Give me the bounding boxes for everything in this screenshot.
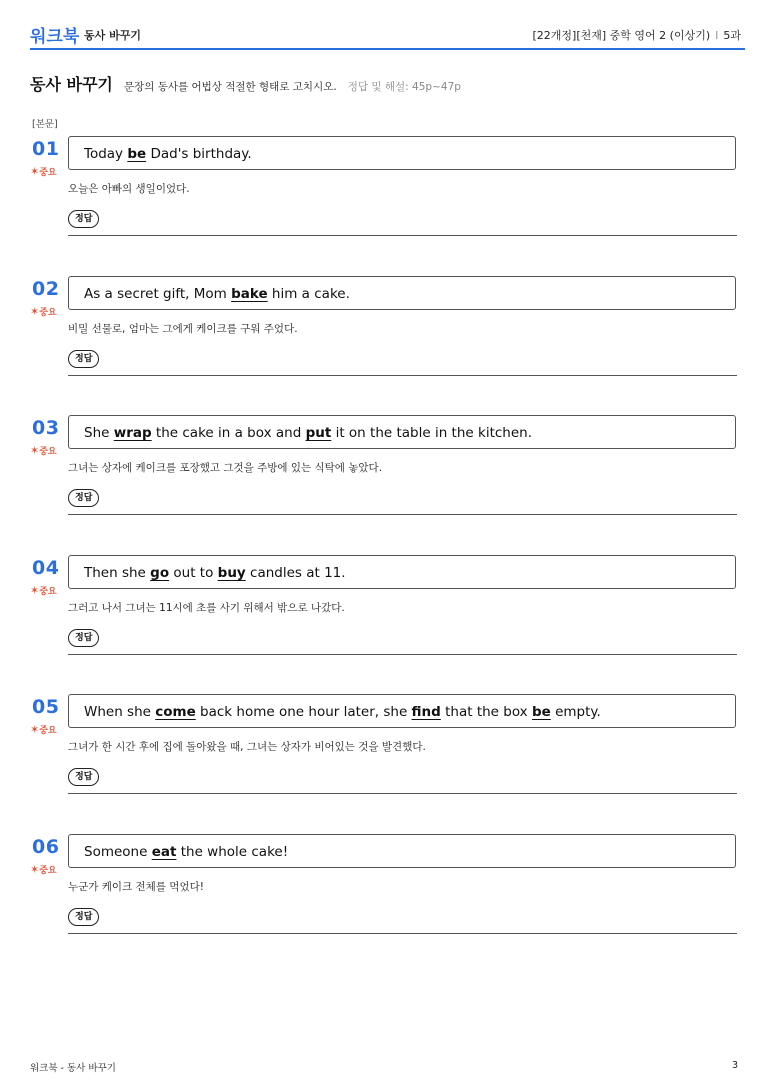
important-badge (30, 863, 57, 876)
important-label: 중요 (39, 726, 57, 736)
sentence-box (68, 276, 736, 310)
question-number: 02 (32, 277, 60, 300)
sentence-text: empty. (550, 704, 601, 720)
footer-title: 워크북 - 동사 바꾸기 (30, 1063, 116, 1074)
target-verb: bake (231, 285, 268, 302)
question-number: 01 (32, 138, 60, 160)
starburst-icon: ✶ (30, 304, 40, 318)
important-badge (30, 165, 57, 178)
page-header (30, 20, 745, 50)
important-badge (30, 584, 57, 597)
important-badge (30, 305, 57, 318)
sentence-text: that the box (440, 704, 532, 720)
important-label: 중요 (39, 307, 57, 318)
target-verb: eat (151, 843, 177, 860)
answer-line[interactable] (68, 235, 737, 236)
answer-line[interactable] (68, 933, 737, 934)
starburst-icon: ✶ (30, 165, 40, 178)
target-verb: put (305, 425, 332, 441)
page-title: 동사 바꾸기 (30, 75, 113, 94)
translation-text: 그러고 나서 그녀는 11시에 초를 사기 위해서 밖으로 나갔다. (68, 601, 345, 614)
question-number: 05 (32, 696, 60, 718)
answer-badge: 정답 (68, 629, 99, 647)
sentence-box (68, 694, 736, 728)
question-item (30, 415, 745, 525)
sentence-text: him a cake. (267, 285, 350, 302)
course-info (533, 27, 742, 43)
important-label: 중요 (39, 865, 57, 876)
sentence-box (68, 555, 736, 589)
answer-badge: 정답 (68, 350, 99, 368)
answer-line[interactable] (68, 375, 737, 376)
course-name: [22개정][천재] 중학 영어 2 (이상기) (532, 29, 711, 42)
instruction-text: 문장의 동사를 어법상 적절한 형태로 고치시오. (123, 81, 337, 93)
header-subtitle: 동사 바꾸기 (84, 29, 141, 42)
sentence-box (68, 415, 736, 449)
sentence-text: Today (84, 146, 128, 162)
question-item (30, 555, 745, 665)
starburst-icon: ✶ (30, 723, 40, 736)
question-item (30, 694, 745, 804)
sentence-text: As a secret gift, Mom (84, 285, 232, 302)
sentence-text: out to (169, 564, 218, 581)
answer-badge: 정답 (68, 908, 99, 926)
section-label: [본문] (32, 119, 58, 130)
question-item (30, 136, 745, 246)
sentence-text: Then she (84, 564, 151, 581)
target-verb: go (150, 564, 170, 581)
translation-text: 비밀 선물로, 엄마는 그에게 케이크를 구워 주었다. (68, 322, 298, 335)
answer-line[interactable] (68, 793, 737, 794)
target-verb: wrap (113, 425, 152, 441)
sentence-text: the cake in a box and (151, 425, 306, 441)
answer-line[interactable] (68, 514, 737, 515)
starburst-icon: ✶ (30, 444, 40, 457)
important-badge (30, 444, 57, 457)
answer-badge: 정답 (68, 210, 99, 228)
question-item (30, 834, 745, 944)
question-item (30, 276, 745, 386)
title-row (30, 72, 745, 94)
target-verb: be (127, 146, 147, 162)
answer-badge: 정답 (68, 768, 99, 786)
answer-reference: 정답 및 해설: 45p~47p (347, 81, 461, 93)
starburst-icon: ✶ (30, 862, 40, 876)
question-number: 06 (32, 835, 60, 858)
important-badge (30, 723, 57, 736)
sentence-text: Someone (84, 843, 152, 860)
sentence-text: back home one hour later, she (195, 704, 412, 720)
target-verb: buy (217, 564, 246, 581)
sentence-text: the whole cake! (176, 843, 289, 860)
translation-text: 누군가 케이크 전체를 먹었다! (68, 880, 204, 893)
question-number: 04 (32, 556, 60, 579)
target-verb: be (531, 704, 551, 720)
sentence-text: She (84, 425, 114, 441)
important-label: 중요 (39, 586, 57, 597)
translation-text: 오늘은 아빠의 생일이었다. (68, 183, 190, 195)
sentence-text: it on the table in the kitchen. (331, 425, 532, 441)
important-label: 중요 (39, 168, 57, 178)
answer-line[interactable] (68, 654, 737, 655)
sentence-box (68, 834, 736, 868)
answer-badge: 정답 (68, 489, 99, 507)
target-verb: find (411, 704, 441, 720)
target-verb: come (155, 704, 196, 720)
starburst-icon: ✶ (30, 583, 40, 597)
sentence-text: candles at 11. (245, 564, 346, 581)
translation-text: 그녀는 상자에 케이크를 포장했고 그것을 주방에 있는 식탁에 놓았다. (68, 462, 383, 474)
lesson-number: 5과 (723, 29, 741, 42)
question-number: 03 (32, 417, 60, 439)
translation-text: 그녀가 한 시간 후에 집에 돌아왔을 때, 그녀는 상자가 비어있는 것을 발견했다. (68, 741, 426, 753)
important-label: 중요 (39, 447, 57, 457)
header-separator: I (715, 29, 719, 42)
brand-logo: 워크북 (30, 27, 80, 47)
page-number: 3 (731, 1060, 738, 1071)
sentence-text: When she (84, 704, 156, 720)
sentence-text: Dad's birthday. (146, 146, 252, 162)
sentence-box (68, 136, 736, 170)
